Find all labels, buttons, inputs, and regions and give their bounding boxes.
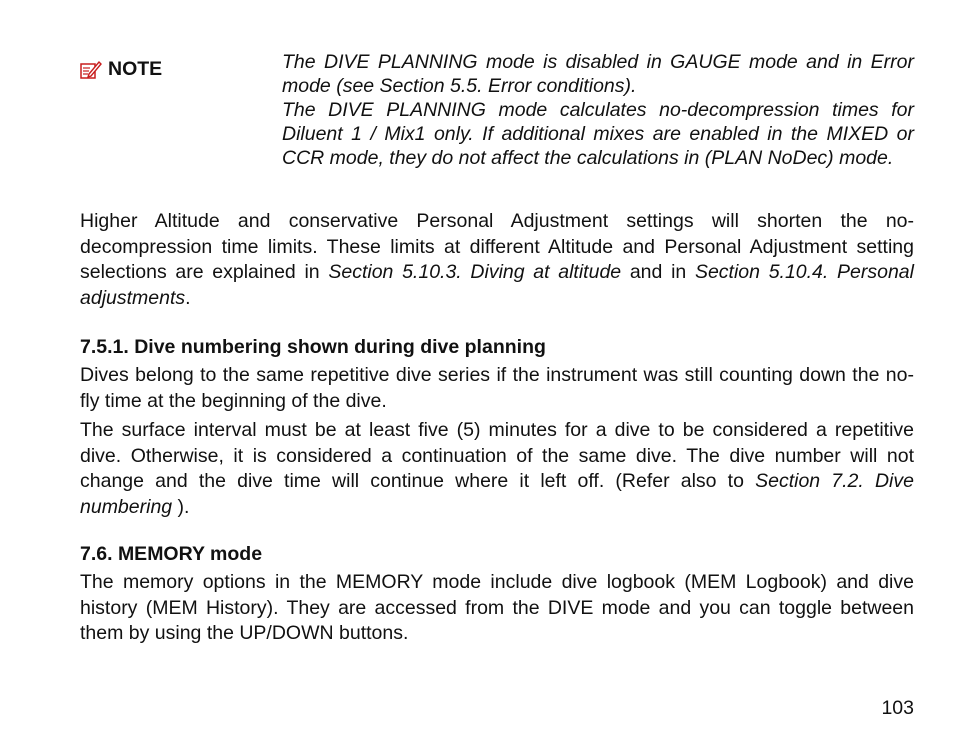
dive-numbering-paragraph-2 xyxy=(80,418,914,520)
note-pencil-icon xyxy=(80,60,102,80)
paragraph-text: ). xyxy=(172,495,190,518)
heading-7-6: 7.6. MEMORY mode xyxy=(80,543,263,565)
intro-paragraph xyxy=(80,209,914,311)
intro-text: . xyxy=(185,286,191,309)
intro-text: and in xyxy=(621,261,695,283)
paragraph-text: The surface interval must be at least five (5) minutes for a dive to be considered a repetitive dive. Otherwise, it is considered a continuation of the same dive. The dive number will not change and the dive time will continue where it left off. (Refer also to xyxy=(80,419,914,492)
memory-mode-paragraph: The memory options in the MEMORY mode include dive logbook (MEM Logbook) and dive history (MEM History). They are accessed from the DIVE mode and you can toggle between them by using the UP/DOWN buttons. xyxy=(80,571,914,644)
note-paragraph-1: The DIVE PLANNING mode is disabled in GAUGE mode and in Error mode (see Section 5.5. Error conditions). xyxy=(282,51,914,97)
heading-7-5-1: 7.5.1. Dive numbering shown during dive planning xyxy=(80,336,546,358)
note-paragraph-2: The DIVE PLANNING mode calculates no-decompression times for Diluent 1 / Mix1 only. If additional mixes are enabled in the MIXED or CCR mode, they do not affect the calculations in (PLAN NoDec) mode. xyxy=(282,99,914,169)
section-ref-personal: Section 5.10.4. Personal adjustments xyxy=(80,261,914,309)
note-label-text: NOTE xyxy=(108,58,163,80)
note-label xyxy=(80,58,162,81)
section-ref-dive-numbering: Section 7.2. Dive numbering xyxy=(80,470,914,518)
section-ref-altitude: Section 5.10.3. Diving at altitude xyxy=(328,261,622,283)
page-number: 103 xyxy=(881,697,914,719)
note-text xyxy=(282,50,914,170)
dive-numbering-paragraph-1: Dives belong to the same repetitive dive series if the instrument was still counting down the no-fly time at the beginning of the dive. xyxy=(80,364,914,412)
intro-text: Higher Altitude and conservative Personal Adjustment settings will shorten the no-decompression time limits. These limits at different Altitude and Personal Adjustment setting selections are explained in xyxy=(80,210,914,283)
